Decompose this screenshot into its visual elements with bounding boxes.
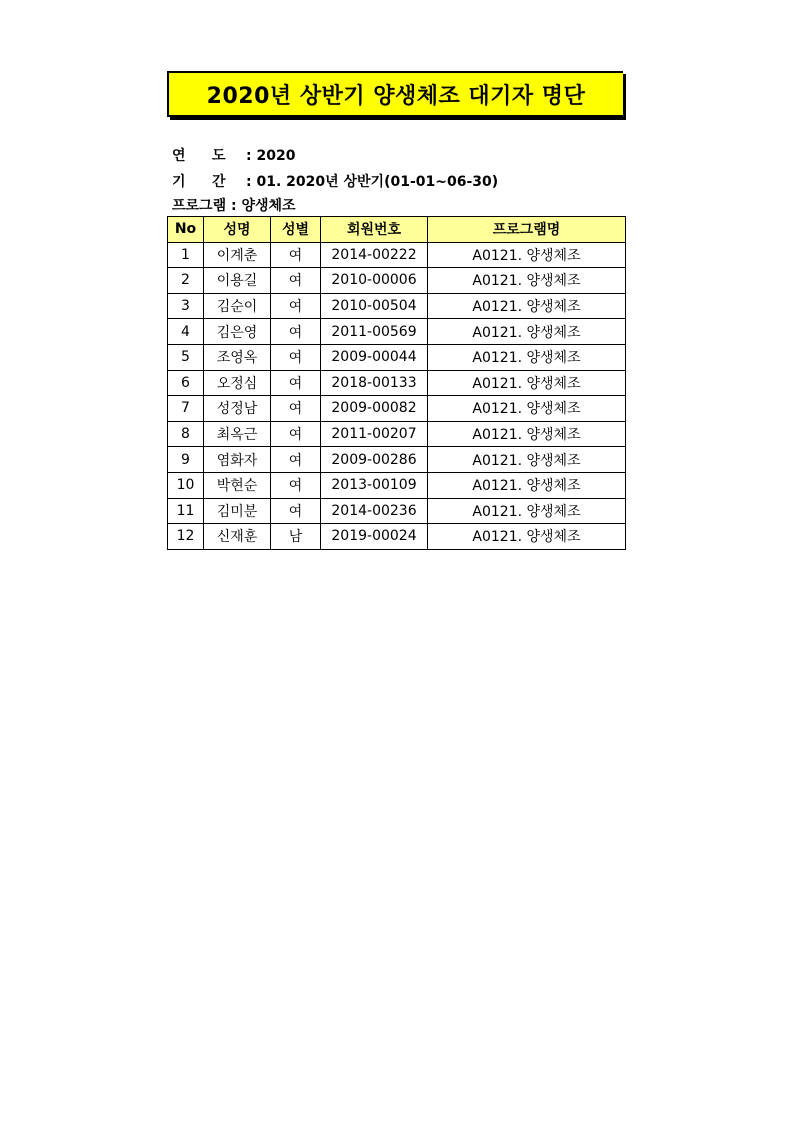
header-name: 성명: [204, 217, 271, 243]
cell-member-id: 2013-00109: [321, 472, 428, 498]
cell-no: 10: [168, 472, 204, 498]
cell-no: 12: [168, 524, 204, 550]
cell-sex: 여: [271, 268, 321, 294]
cell-member-id: 2019-00024: [321, 524, 428, 550]
cell-no: 8: [168, 421, 204, 447]
cell-name: 신재훈: [204, 524, 271, 550]
cell-sex: 여: [271, 472, 321, 498]
table-row: [168, 293, 626, 319]
cell-name: 박현순: [204, 472, 271, 498]
table-row: [168, 524, 626, 550]
table-header-row: [168, 217, 626, 243]
table-body: [168, 242, 626, 549]
cell-member-id: 2009-00044: [321, 344, 428, 370]
cell-program: A0121. 양생체조: [428, 421, 626, 447]
info-period-label: [172, 171, 246, 191]
cell-program: A0121. 양생체조: [428, 472, 626, 498]
info-year-label: [172, 145, 246, 165]
cell-program: A0121. 양생체조: [428, 344, 626, 370]
table-row: [168, 472, 626, 498]
cell-no: 7: [168, 396, 204, 422]
cell-sex: 여: [271, 344, 321, 370]
header-member-id: 회원번호: [321, 217, 428, 243]
cell-program: A0121. 양생체조: [428, 396, 626, 422]
cell-sex: 여: [271, 293, 321, 319]
cell-member-id: 2009-00286: [321, 447, 428, 473]
header-sex: 성별: [271, 217, 321, 243]
cell-program: A0121. 양생체조: [428, 319, 626, 345]
page-title: [167, 71, 623, 117]
cell-no: 11: [168, 498, 204, 524]
cell-name: 최옥근: [204, 421, 271, 447]
table-row: [168, 242, 626, 268]
cell-no: 2: [168, 268, 204, 294]
table-row: [168, 370, 626, 396]
info-program-label: 프로그램: [172, 198, 227, 214]
cell-sex: 여: [271, 396, 321, 422]
cell-program: A0121. 양생체조: [428, 370, 626, 396]
cell-name: 염화자: [204, 447, 271, 473]
cell-sex: 여: [271, 498, 321, 524]
info-period-label-part2: 간: [212, 174, 226, 190]
info-year: [172, 145, 295, 165]
cell-no: 3: [168, 293, 204, 319]
cell-name: 이용길: [204, 268, 271, 294]
cell-sex: 여: [271, 242, 321, 268]
table-row: [168, 319, 626, 345]
cell-name: 이계춘: [204, 242, 271, 268]
cell-program: A0121. 양생체조: [428, 293, 626, 319]
header-no: No: [168, 217, 204, 243]
cell-program: A0121. 양생체조: [428, 268, 626, 294]
table-row: [168, 421, 626, 447]
cell-name: 오정심: [204, 370, 271, 396]
table-row: [168, 344, 626, 370]
table-row: [168, 498, 626, 524]
cell-no: 4: [168, 319, 204, 345]
info-year-value: : 2020: [246, 148, 296, 164]
cell-program: A0121. 양생체조: [428, 447, 626, 473]
info-program-value: : 양생체조: [230, 198, 296, 214]
cell-name: 성정남: [204, 396, 271, 422]
cell-sex: 여: [271, 370, 321, 396]
info-year-label-part2: 도: [212, 148, 226, 164]
cell-no: 9: [168, 447, 204, 473]
table-row: [168, 447, 626, 473]
info-period-label-part1: 기: [172, 174, 186, 190]
cell-member-id: 2014-00222: [321, 242, 428, 268]
cell-name: 김순이: [204, 293, 271, 319]
cell-name: 김미분: [204, 498, 271, 524]
info-year-label-part1: 연: [172, 148, 186, 164]
cell-sex: 남: [271, 524, 321, 550]
cell-member-id: 2018-00133: [321, 370, 428, 396]
header-program: 프로그램명: [428, 217, 626, 243]
cell-sex: 여: [271, 421, 321, 447]
info-period-value: : 01. 2020년 상반기(01-01~06-30): [246, 174, 499, 190]
roster-table: [167, 216, 626, 550]
cell-member-id: 2009-00082: [321, 396, 428, 422]
table-row: [168, 268, 626, 294]
cell-program: A0121. 양생체조: [428, 242, 626, 268]
cell-member-id: 2014-00236: [321, 498, 428, 524]
cell-name: 김은영: [204, 319, 271, 345]
cell-member-id: 2011-00207: [321, 421, 428, 447]
cell-no: 6: [168, 370, 204, 396]
cell-program: A0121. 양생체조: [428, 498, 626, 524]
table-row: [168, 396, 626, 422]
page-title-text: 2020년 상반기 양생체조 대기자 명단: [206, 83, 586, 109]
cell-no: 1: [168, 242, 204, 268]
cell-program: A0121. 양생체조: [428, 524, 626, 550]
cell-sex: 여: [271, 447, 321, 473]
cell-member-id: 2010-00006: [321, 268, 428, 294]
cell-name: 조영옥: [204, 344, 271, 370]
cell-member-id: 2010-00504: [321, 293, 428, 319]
cell-sex: 여: [271, 319, 321, 345]
info-period: [172, 171, 498, 191]
cell-member-id: 2011-00569: [321, 319, 428, 345]
cell-no: 5: [168, 344, 204, 370]
info-program: [172, 195, 296, 215]
